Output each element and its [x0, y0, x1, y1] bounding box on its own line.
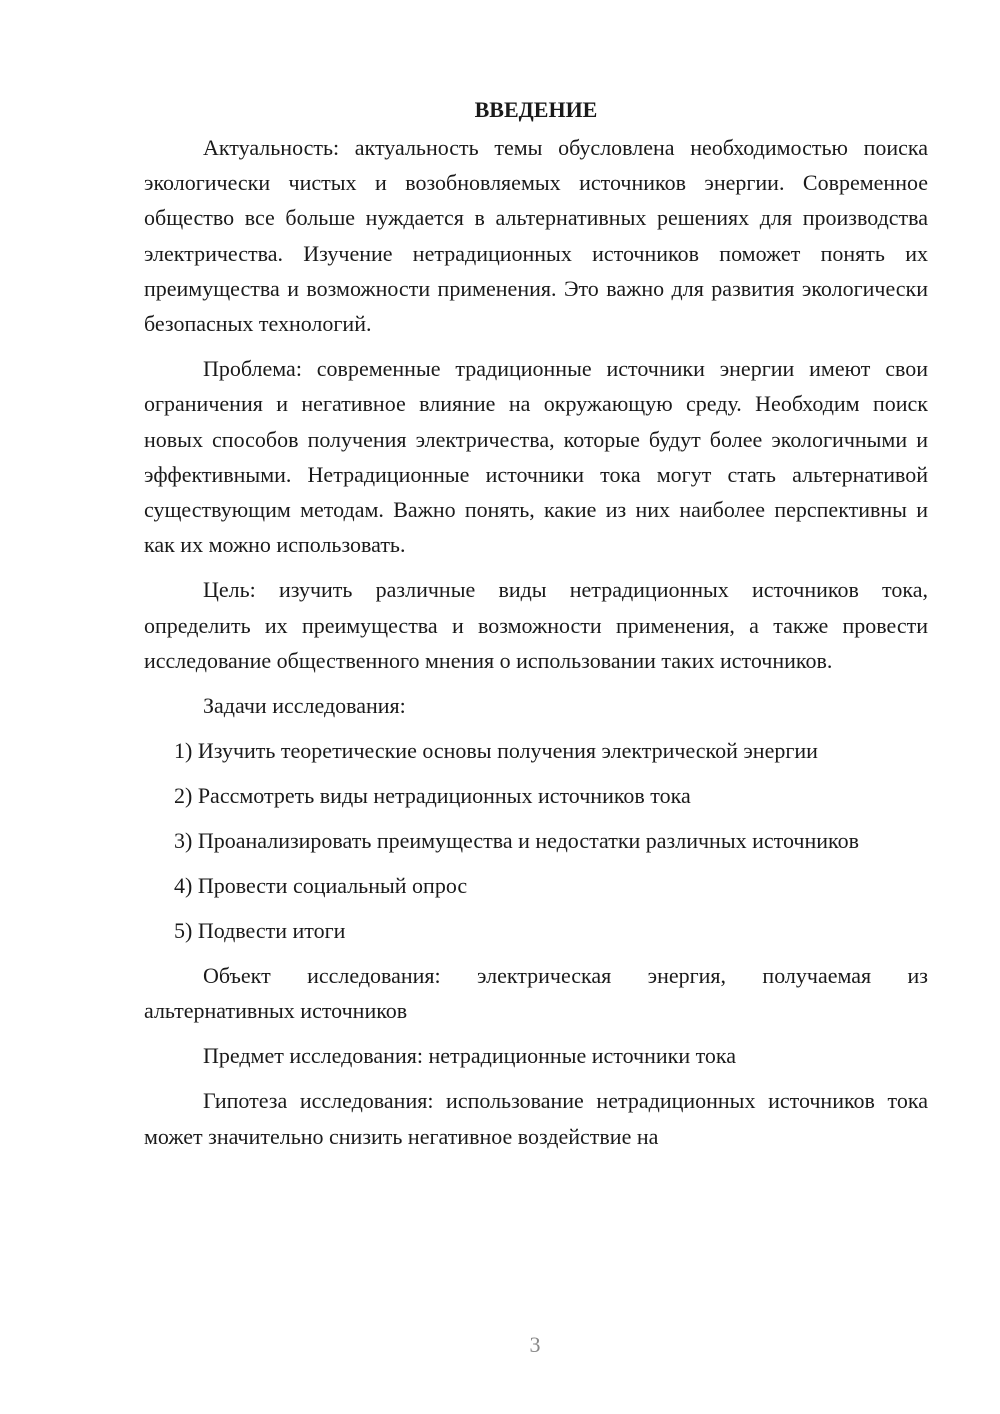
- task-item-5: 5) Подвести итоги: [174, 918, 346, 944]
- object-paragraph: Объект исследования: электрическая энергия, получаемая из альтернативных источников: [144, 963, 928, 1024]
- goal-paragraph: Цель: изучить различные виды нетрадиционных источников тока, определить их преимущества и возможности применения, а также провести исследование общественного мнения о использовании таких источников.: [144, 577, 928, 673]
- relevance-paragraph: Актуальность: актуальность темы обусловлена необходимостью поиска экологически чистых и возобновляемых источников энергии. Современное общество все больше нуждается в альтернативных решениях для производства электричества. Изучение нетрадиционных источников поможет понять их преимущества и возможности применения. Это важно для развития экологически безопасных технологий.: [144, 135, 928, 337]
- problem-paragraph: Проблема: современные традиционные источники энергии имеют свои ограничения и негативное влияние на окружающую среду. Необходим поиск новых способов получения электричества, которые будут более экологичными и эффективными. Нетрадиционные источники тока могут стать альтернативой существующим методам. Важно понять, какие из них наиболее перспективны и как их можно использовать.: [144, 356, 928, 558]
- task-item-1: 1) Изучить теоретические основы получения электрической энергии: [174, 738, 818, 764]
- page-content: [144, 92, 928, 1164]
- hypothesis-paragraph: Гипотеза исследования: использование нетрадиционных источников тока может значительно снизить негативное воздействие на: [144, 1088, 928, 1149]
- page-number: 3: [529, 1332, 541, 1357]
- task-item-3: 3) Проанализировать преимущества и недостатки различных источников: [174, 828, 859, 854]
- task-item-2: 2) Рассмотреть виды нетрадиционных источников тока: [174, 783, 691, 809]
- task-item-4: 4) Провести социальный опрос: [174, 873, 468, 899]
- subject-paragraph: Предмет исследования: нетрадиционные источники тока: [203, 1043, 737, 1069]
- section-heading: ВВЕДЕНИЕ: [474, 97, 598, 122]
- tasks-intro: Задачи исследования:: [203, 693, 406, 719]
